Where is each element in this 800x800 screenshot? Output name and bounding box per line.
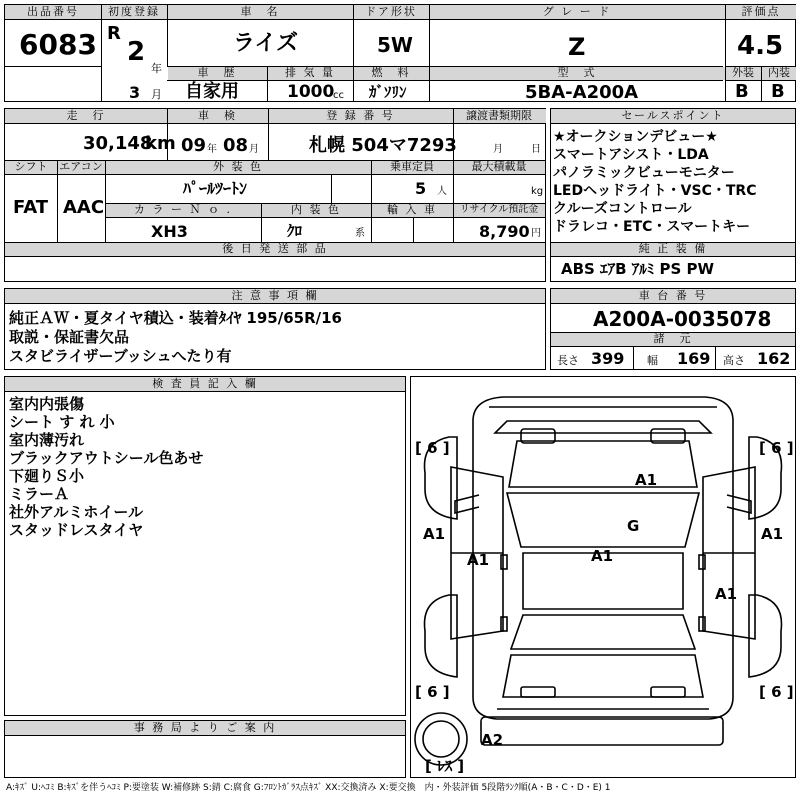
equip-label: 純 正 装 備 [638, 242, 708, 255]
recycle-unit: 円 [531, 228, 541, 239]
reg-year: 2 [127, 37, 146, 67]
model-value: 5BA-A200A [525, 82, 639, 103]
shift-value: FAT [13, 197, 49, 218]
inspect-month: 08 [223, 135, 249, 156]
inspector-line-2: シート す れ 小 [9, 413, 115, 431]
plate-value: 札幌 504マ7293 [309, 135, 457, 156]
length-value: 399 [591, 349, 625, 368]
header-block [4, 4, 796, 102]
name-label: 車 名 [240, 5, 280, 18]
damage-spare: A2 [481, 731, 504, 749]
mileage-unit: km [145, 133, 176, 154]
int-value: B [771, 81, 785, 102]
grade-value: Z [568, 33, 586, 61]
sales-points-block [550, 108, 796, 282]
ext-label: 外装 [732, 66, 754, 79]
score-value: 4.5 [737, 31, 784, 61]
color-no-value: XH3 [151, 222, 188, 241]
sales-line-1: ★オークションデビュー★ [553, 129, 718, 145]
sales-line-5: クルーズコントロール [553, 201, 692, 217]
spec-label: 諸 元 [653, 332, 693, 345]
score-label: 評価点 [741, 5, 781, 18]
plate-label: 登 録 番 号 [326, 109, 395, 122]
history-value: 自家用 [185, 81, 239, 102]
docs-month-unit: 月 [493, 144, 503, 155]
reg-year-unit: 年 [151, 62, 162, 75]
reg-era: R [107, 23, 121, 44]
inspector-line-7: 社外アルミホイール [9, 503, 144, 521]
ext-color-value: ﾊﾟｰﾙﾂｰﾄﾝ [183, 179, 248, 198]
shift-label: シフト [14, 160, 48, 173]
inspector-block [4, 376, 406, 716]
legend-footer: A:ｷｽﾞ U:ﾍｺﾐ B:ｷｽﾞを伴うﾍｺﾐ P:要塗装 W:補修跡 S:錆 C:腐食 G:ﾌﾛﾝﾄｶﾞﾗｽ点ｷｽﾞ XX:交換済み X:要交換 内・外装評価 5段階ﾗﾝｸ順(A・B・C・D・E) 1 [6, 783, 611, 793]
ac-label: エアコン [59, 160, 103, 173]
ext-value: B [735, 81, 749, 102]
notes-line-3: スタビライザーブッシュへたり有 [9, 347, 232, 365]
history-label: 車 歴 [197, 66, 237, 79]
capacity-label: 乗車定員 [390, 160, 434, 173]
inspect-label: 車 検 [198, 109, 237, 122]
inspector-line-3: 室内薄汚れ [9, 431, 85, 449]
displacement-value: 1000 [287, 82, 335, 102]
office-block [4, 720, 406, 778]
width-label: 幅 [647, 354, 658, 367]
damage-right-door: A1 [715, 585, 738, 603]
sales-line-4: LEDヘッドライト・VSC・TRC [553, 183, 757, 199]
car-name: ライズ [233, 31, 299, 56]
chassis-block [550, 288, 796, 370]
chassis-label: 車 台 番 号 [638, 289, 708, 302]
int-color-value: ｸﾛ [287, 222, 303, 240]
length-label: 長さ [557, 354, 579, 367]
door-label: ドア形状 [365, 5, 417, 18]
color-no-label: カ ラ ー Ｎ ｏ . [134, 203, 232, 216]
damage-windshield: G [627, 517, 640, 535]
notes-line-1: 純正ＡＷ・夏タイヤ積込・装着ﾀｲﾔ 195/65R/16 [9, 309, 342, 327]
mileage-value: 30,148 [83, 133, 153, 154]
ac-value: AAC [63, 197, 105, 218]
capacity-unit: 人 [437, 186, 447, 197]
disp-label: 排 気 量 [285, 66, 335, 79]
displacement-unit: cc [333, 90, 344, 101]
reg-label: 初度登録 [108, 5, 160, 18]
damage-roof: A1 [591, 547, 614, 565]
door-value: 5W [377, 33, 413, 57]
spare-tire: [ ﾚｽ ] [425, 757, 465, 775]
inspect-year: 09 [181, 135, 207, 156]
recycle-value: 8,790 [479, 222, 530, 241]
inspector-label: 検 査 員 記 入 欄 [152, 377, 258, 390]
notes-label: 注 意 事 項 欄 [231, 289, 319, 302]
inspector-line-8: スタッドレスタイヤ [9, 521, 144, 539]
notes-line-2: 取説・保証書欠品 [9, 328, 130, 346]
docs-day-unit: 日 [531, 144, 541, 155]
capacity-value: 5 [415, 179, 427, 198]
car-outline-diagram [411, 377, 795, 777]
ext-color-label: 外 装 色 [213, 160, 263, 173]
int-label: 内装 [768, 66, 790, 79]
notes-block [4, 288, 546, 370]
mileage-label: 走 行 [66, 109, 106, 122]
inspect-year-unit: 年 [207, 144, 217, 155]
height-value: 162 [757, 349, 791, 368]
recycle-label: リサイクル預託金 [459, 204, 539, 215]
docs-label: 譲渡書類期限 [466, 109, 532, 122]
inspector-line-6: ミラーＡ [9, 485, 70, 503]
damage-diagram [410, 376, 796, 778]
tire-front-left: [ 6 ] [415, 439, 450, 457]
sales-line-2: スマートアシスト・LDA [553, 147, 709, 163]
reg-month-unit: 月 [151, 88, 162, 101]
inspector-line-5: 下廻りＳ小 [9, 467, 85, 485]
equip-value: ABS ｴｱB ｱﾙﾐ PS PW [561, 260, 715, 278]
later-label: 後 日 発 送 部 品 [222, 242, 328, 255]
lot-number: 6083 [19, 28, 97, 61]
grade-label: グ レ ー ド [542, 5, 612, 18]
load-unit: kg [531, 186, 544, 197]
fuel-value: ｶﾞｿﾘﾝ [369, 83, 407, 101]
fuel-label: 燃 料 [371, 66, 411, 79]
lot-label: 出品番号 [27, 5, 79, 18]
tire-rear-left: [ 6 ] [415, 683, 450, 701]
tire-rear-right: [ 6 ] [759, 683, 794, 701]
sales-label: セールスポイント [621, 109, 725, 122]
damage-hood: A1 [635, 471, 658, 489]
import-label: 輸 入 車 [387, 203, 437, 216]
int-color-label: 内 装 色 [291, 203, 341, 216]
inspector-line-1: 室内内張傷 [9, 395, 85, 413]
damage-right-fender: A1 [761, 525, 784, 543]
model-label: 型 式 [557, 66, 597, 79]
height-label: 高さ [723, 354, 745, 367]
tire-front-right: [ 6 ] [759, 439, 794, 457]
sales-line-6: ドラレコ・ETC・スマートキー [553, 219, 751, 235]
damage-left-door: A1 [467, 551, 490, 569]
reg-month: 3 [129, 83, 141, 102]
damage-left-fender: A1 [423, 525, 446, 543]
sales-line-3: パノラミックビューモニター [553, 165, 735, 181]
chassis-number: A200A-0035078 [593, 307, 772, 331]
width-value: 169 [677, 349, 711, 368]
int-color-unit: 系 [355, 228, 365, 239]
load-label: 最大積載量 [471, 160, 527, 173]
inspect-month-unit: 月 [249, 144, 259, 155]
vehicle-info-block [4, 108, 546, 282]
inspector-line-4: ブラックアウトシール色あせ [9, 449, 204, 467]
office-label: 事 務 局 よ り ご 案 内 [133, 721, 277, 734]
